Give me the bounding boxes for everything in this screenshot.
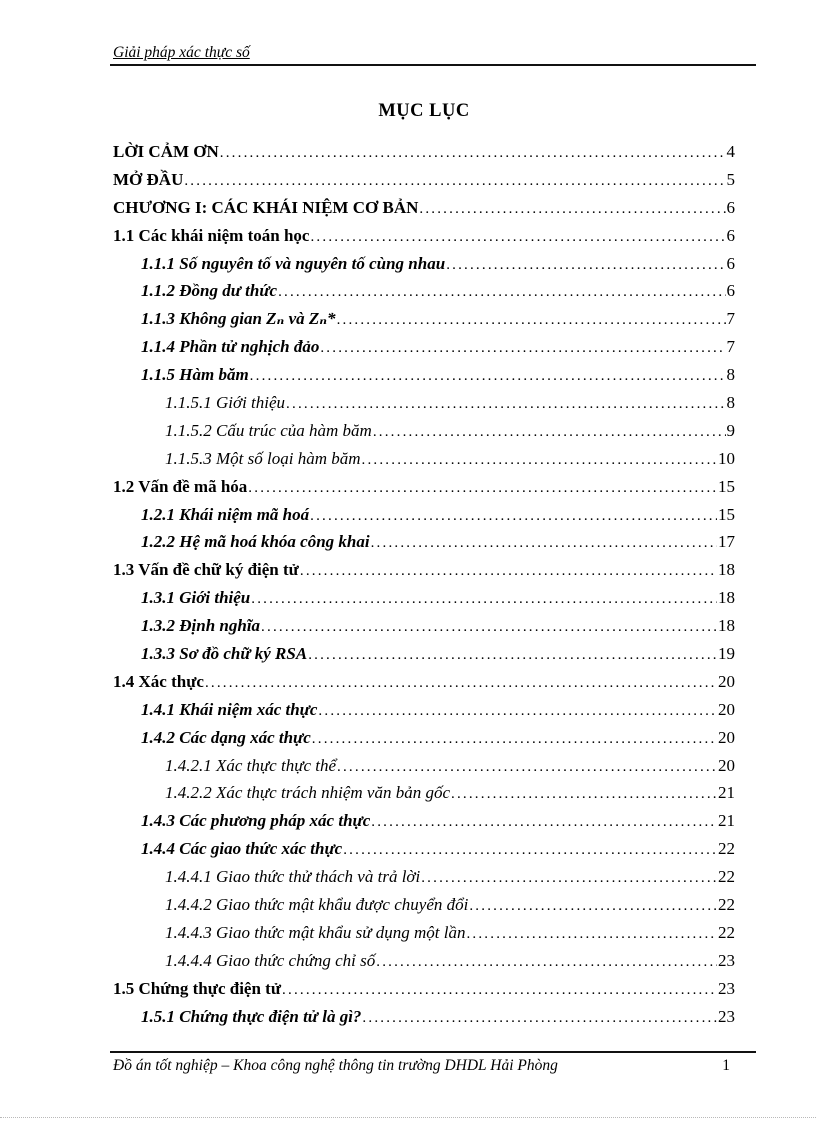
toc-entry [113,250,735,278]
toc-entry-label: 1.1.4 Phần tử nghịch đảo [141,337,320,357]
toc-entry-page: 8 [726,365,735,385]
toc-leader-dots [248,473,717,503]
toc-leader-dots [308,640,717,670]
toc-entry-label: 1.4.4.4 Giao thức chứng chỉ số [165,950,376,970]
toc-leader-dots [320,333,725,363]
toc-entry-page: 22 [718,922,735,942]
toc-entry-label: 1.4.4.1 Giao thức thử thách và trả lời [165,867,421,887]
toc-entry [113,445,735,473]
toc-entry-page: 23 [718,1006,735,1026]
toc-leader-dots [318,696,717,726]
toc-entry-label: 1.1.5.3 Một số loại hàm băm [165,448,361,468]
toc-entry [113,779,735,807]
toc-entry-label: 1.1.5 Hàm băm [141,365,249,385]
toc-entry-page: 23 [718,950,735,970]
toc-leader-dots [261,612,717,642]
toc-entry-label: 1.4.4.3 Giao thức mật khẩu sử dụng một lần [165,922,466,942]
toc-leader-dots [337,752,717,782]
toc-leader-dots [419,194,725,224]
toc-entry-page: 6 [726,225,735,245]
toc-entry-page: 18 [718,560,735,580]
toc-entry [113,835,735,863]
toc-entry-label: 1.4.4 Các giao thức xác thực [141,839,343,859]
toc-entry [113,724,735,752]
toc-entry-label: MỞ ĐẦU [113,169,184,189]
toc-entry-page: 6 [726,197,735,217]
toc-entry-label: 1.3.2 Định nghĩa [141,616,261,636]
toc-entry-page: 7 [726,309,735,329]
toc-leader-dots [376,947,717,977]
toc-entry [113,1003,735,1031]
toc-entry [113,138,735,166]
toc-leader-dots [343,835,717,865]
toc-entry [113,696,735,724]
toc-entry-page: 22 [718,839,735,859]
toc-entry [113,584,735,612]
toc-entry [113,166,735,194]
toc-leader-dots [300,556,717,586]
toc-leader-dots [312,724,717,754]
page-header [110,44,756,66]
toc-entry-page: 10 [718,448,735,468]
toc-entry-page: 6 [726,253,735,273]
toc-entry-label: 1.4.2.2 Xác thực trách nhiệm văn bản gốc [165,783,450,803]
toc-entry [113,640,735,668]
toc-entry-label: 1.5.1 Chứng thực điện tử là gì? [141,1006,362,1026]
toc-leader-dots [286,389,725,419]
toc-leader-dots [205,668,717,698]
toc-entry-label: 1.3.1 Giới thiệu [141,588,251,608]
toc-entry-label: 1.1.5.1 Giới thiệu [165,393,286,413]
toc-entry-page: 8 [726,393,735,413]
toc-entry-label: 1.4.3 Các phương pháp xác thực [141,811,371,831]
toc-entry-label: 1.2.2 Hệ mã hoá khóa công khai [141,532,370,552]
toc-leader-dots [373,417,726,447]
toc-leader-dots [451,779,717,809]
toc-leader-dots [371,528,717,558]
toc-entry-page: 19 [718,644,735,664]
toc-entry [113,612,735,640]
toc-entry-page: 17 [718,532,735,552]
toc-entry-page: 15 [718,476,735,496]
toc-entry-page: 20 [718,671,735,691]
toc-leader-dots [371,807,717,837]
toc-entry [113,333,735,361]
toc-leader-dots [466,919,717,949]
toc-leader-dots [362,445,718,475]
toc-entry [113,807,735,835]
toc-entry [113,194,735,222]
toc-entry-page: 21 [718,783,735,803]
toc-entry [113,863,735,891]
toc-entry-page: 20 [718,755,735,775]
toc-title: MỤC LỤC [378,101,470,121]
toc-entry-label: 1.4.2 Các dạng xác thực [141,727,311,747]
toc-entry [113,277,735,305]
toc-leader-dots [184,166,725,196]
toc-entry-page: 7 [726,337,735,357]
toc-entry [113,361,735,389]
toc-leader-dots [250,361,726,391]
toc-list [113,138,735,1031]
toc-leader-dots [469,891,717,921]
toc-leader-dots [446,250,725,280]
toc-entry-label: 1.1 Các khái niệm toán học [113,225,310,245]
toc-entry-page: 18 [718,588,735,608]
toc-entry-label: 1.4.2.1 Xác thực thực thể [165,755,337,775]
toc-entry-page: 20 [718,699,735,719]
toc-entry [113,668,735,696]
toc-leader-dots [421,863,717,893]
toc-entry [113,417,735,445]
toc-entry-label: 1.3.3 Sơ đồ chữ ký RSA [141,644,308,664]
footer-page-number: 1 [722,1057,730,1074]
toc-entry [113,975,735,1003]
toc-entry-label: 1.1.3 Không gian Zₙ và Zₙ* [141,309,336,329]
toc-entry [113,473,735,501]
toc-leader-dots [282,975,717,1005]
toc-entry [113,947,735,975]
toc-entry-page: 22 [718,895,735,915]
toc-entry-page: 5 [726,169,735,189]
toc-entry-page: 18 [718,616,735,636]
page-break-indicator [0,1117,816,1118]
toc-entry-label: 1.4.1 Khái niệm xác thực [141,699,318,719]
toc-entry-label: CHƯƠNG I: CÁC KHÁI NIỆM CƠ BẢN [113,197,419,217]
toc-entry-label: 1.2 Vấn đề mã hóa [113,476,248,496]
toc-entry-label: 1.4 Xác thực [113,671,204,691]
toc-entry [113,222,735,250]
toc-entry [113,752,735,780]
toc-leader-dots [278,277,725,307]
toc-entry-page: 20 [718,727,735,747]
toc-entry [113,528,735,556]
toc-entry-page: 6 [726,281,735,301]
running-head-title: Giải pháp xác thực số [113,44,250,61]
toc-entry [113,501,735,529]
toc-leader-dots [251,584,717,614]
toc-entry-page: 9 [726,420,735,440]
toc-leader-dots [362,1003,717,1033]
page-footer [110,1051,756,1075]
toc-entry-label: 1.3 Vấn đề chữ ký điện tử [113,560,299,580]
toc-entry-label: 1.5 Chứng thực điện tử [113,978,282,998]
toc-entry [113,305,735,333]
toc-entry-page: 4 [726,142,735,161]
toc-entry [113,891,735,919]
toc-entry [113,919,735,947]
toc-entry [113,556,735,584]
toc-entry-label: LỜI CẢM ƠN [113,142,219,161]
toc-entry-page: 15 [718,504,735,524]
toc-leader-dots [337,305,726,335]
toc-entry-label: 1.1.1 Số nguyên tố và nguyên tố cùng nhau [141,253,446,273]
toc-leader-dots [310,222,725,252]
toc-entry-page: 23 [718,978,735,998]
toc-entry [113,389,735,417]
toc-leader-dots [310,501,717,531]
toc-entry-label: 1.4.4.2 Giao thức mật khẩu được chuyển đổi [165,895,469,915]
toc-entry-label: 1.2.1 Khái niệm mã hoá [141,504,310,524]
footer-text: Đồ án tốt nghiệp – Khoa công nghệ thông tin trường DHDL Hải Phòng [113,1057,558,1074]
toc-entry-page: 22 [718,867,735,887]
toc-entry-label: 1.1.5.2 Cấu trúc của hàm băm [165,420,372,440]
toc-entry-label: 1.1.2 Đồng dư thức [141,281,278,301]
toc-entry-page: 21 [718,811,735,831]
toc-leader-dots [220,138,726,168]
